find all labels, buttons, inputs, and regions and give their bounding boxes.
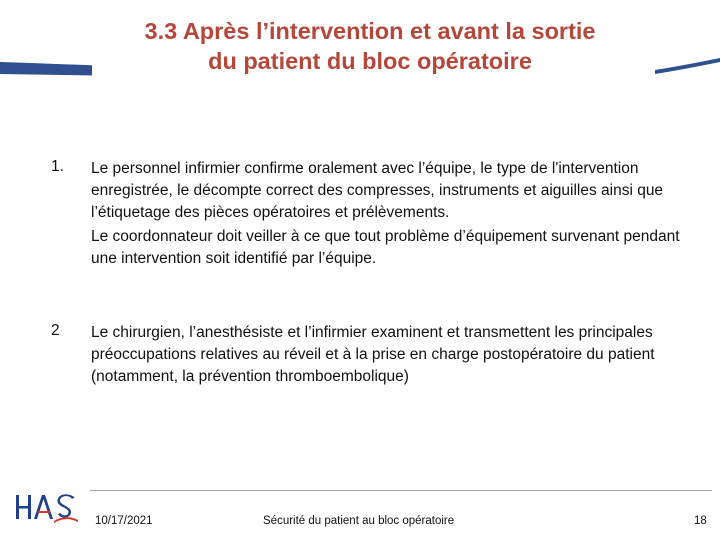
item-paragraph: Le coordonnateur doit veiller à ce que tout problème d’équipement survenant pendant une intervention soit identifié par l’équipe.: [91, 228, 680, 267]
has-logo: [14, 492, 80, 526]
footer-divider: [90, 490, 712, 491]
item-text: [91, 158, 681, 270]
footer-date: 10/17/2021: [95, 515, 153, 527]
item-number: 2: [51, 322, 60, 339]
title-line-1: 3.3 Après l’intervention et avant la sortie: [144, 18, 596, 44]
item-text: [91, 322, 681, 388]
item-number: 1.: [51, 158, 64, 175]
title-line-2: du patient du bloc opératoire: [208, 48, 532, 74]
slide-title: [0, 16, 720, 76]
item-paragraph: Le personnel infirmier confirme oralement avec l’équipe, le type de l'intervention enregistrée, le décompte correct des compresses, instruments et aiguilles ainsi que l’étiquetage des pièces opératoires et prélèvements.: [91, 160, 664, 221]
page-number: 18: [694, 515, 707, 527]
footer-title: Sécurité du patient au bloc opératoire: [263, 515, 455, 527]
item-paragraph: Le chirurgien, l’anesthésiste et l’infirmier examinent et transmettent les principales préoccupations relatives au réveil et à la prise en charge postopératoire du patient (notamment, la prévention thromboembolique): [91, 324, 655, 385]
